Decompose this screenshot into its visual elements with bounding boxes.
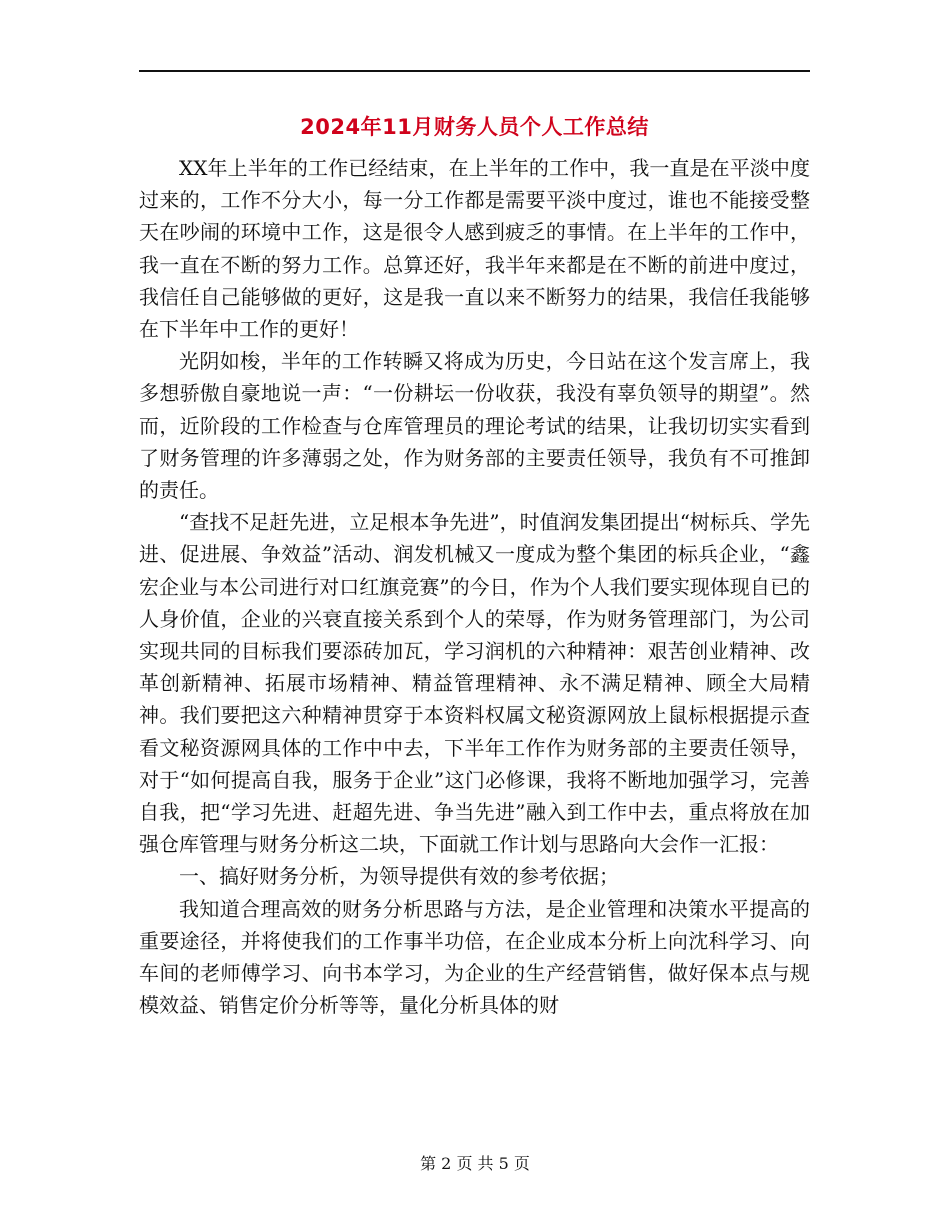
document-body [139, 152, 810, 1021]
paragraph-3: “查找不足赶先进，立足根本争先进”，时值润发集团提出“树标兵、学先进、促进展、争效益”活动、润发机械又一度成为整个集团的标兵企业，“鑫宏企业与本公司进行对口红旗竞赛”的今日，作为个人我们要实现体现自已的人身价值，企业的兴衰直接关系到个人的荣辱，作为财务管理部门，为公司实现共同的目标我们要添砖加瓦，学习润机的六种精神：艰苦创业精神、改革创新精神、拓展市场精神、精益管理精神、永不满足精神、顾全大局精神。我们要把这六种精神贯穿于本资料权属文秘资源网放上鼠标根据提示查看文秘资源网具体的工作中中去，下半年工作作为财务部的主要责任领导，对于“如何提高自我，服务于企业”这门必修课，我将不断地加强学习，完善自我，把“学习先进、赶超先进、争当先进”融入到工作中去，重点将放在加强仓库管理与财务分析这二块，下面就工作计划与思路向大会作一汇报： [139, 510, 810, 857]
page-number-label: 第 2 页 共 5 页 [420, 1154, 530, 1173]
paragraph-1: XX年上半年的工作已经结束，在上半年的工作中，我一直是在平淡中度过来的，工作不分大小，每一分工作都是需要平淡中度过，谁也不能接受整天在吵闹的环境中工作，这是很令人感到疲乏的事情。在上半年的工作中，我一直在不断的努力工作。总算还好，我半年来都是在不断的前进中度过，我信任自己能够做的更好，这是我一直以来不断努力的结果，我信任我能够在下半年中工作的更好！ [139, 156, 810, 342]
section-heading-1: 一、搞好财务分析，为领导提供有效的参考依据； [179, 864, 619, 889]
paragraph-2: 光阴如梭，半年的工作转瞬又将成为历史，今日站在这个发言席上，我多想骄傲自豪地说一声：“一份耕坛一份收获，我没有辜负领导的期望”。然而，近阶段的工作检查与仓库管理员的理论考试的结果，让我切切实实看到了财务管理的许多薄弱之处，作为财务部的主要责任领导，我负有不可推卸的责任。 [139, 349, 810, 503]
header-rule [139, 70, 810, 72]
document-title: 2024年11月财务人员个人工作总结 [300, 115, 649, 139]
page-number-footer [0, 1152, 950, 1176]
paragraph-4: 我知道合理高效的财务分析思路与方法，是企业管理和决策水平提高的重要途径，并将使我们的工作事半功倍，在企业成本分析上向沈科学习、向车间的老师傅学习、向书本学习，为企业的生产经营销售，做好保本点与规模效益、销售定价分析等等，量化分析具体的财 [139, 896, 810, 1018]
